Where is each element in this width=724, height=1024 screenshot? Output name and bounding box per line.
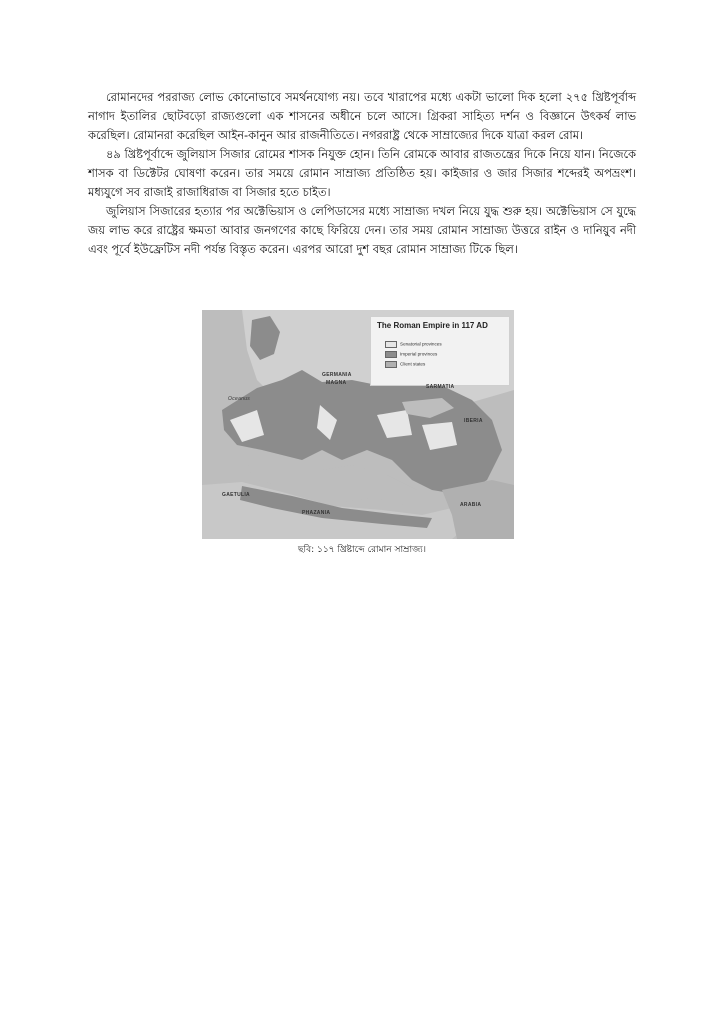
swatch-senatorial: [385, 341, 397, 348]
label-iberia: IBERIA: [464, 418, 483, 424]
legend-imperial: Imperial provinces: [385, 351, 437, 358]
paragraph-2: ৪৯ খ্রিষ্টপূর্বাব্দে জুলিয়াস সিজার রোমের শাসক নিযুক্ত হোন। তিনি রোমকে আবার রাজতন্ত্রের দিকে নিয়ে যান। নিজেকে শাসক বা ডিক্টেটর ঘোষণা করেন। তার সময়ে রোমান সাম্রাজ্য প্রতিষ্ঠিত হয়। কাইজার ও জার সিজার শব্দেরই অপভ্রংশ। মধ্যযুগে সব রাজাই রাজাধিরাজ বা সিজার হতে চাইত।: [88, 147, 636, 199]
map-legend: [370, 316, 510, 386]
label-sarmatia: SARMATIA: [426, 384, 455, 390]
swatch-imperial: [385, 351, 397, 358]
paragraph-3: জুলিয়াস সিজারের হত্যার পর অক্টেভিয়াস ও লেপিডাসের মধ্যে সাম্রাজ্য দখল নিয়ে যুদ্ধ শুরু হয়। অক্টেভিয়াস সে যুদ্ধে জয় লাভ করে রাষ্ট্রের ক্ষমতা আবার জনগণের কাছে ফিরিয়ে দেন। তার সময় রোমান সাম্রাজ্য উত্তরে রাইন ও দানিয়ুব নদী এবং পূর্বে ইউফ্রেটিস নদী পর্যন্ত বিস্তৃত করেন। এরপর আরো দুশ বছর রোমান সাম্রাজ্য টিকে ছিল।: [88, 204, 636, 256]
roman-empire-map: [202, 310, 514, 539]
legend-senatorial: Senatorial provinces: [385, 341, 442, 348]
label-magna: MAGNA: [326, 380, 347, 386]
label-phazania: PHAZANIA: [302, 510, 331, 516]
label-oceanus: Oceanus: [228, 396, 251, 402]
label-arabia: ARABIA: [460, 502, 482, 508]
swatch-client: [385, 361, 397, 368]
map-title: The Roman Empire in 117 AD: [377, 321, 488, 330]
body-text: [88, 88, 636, 259]
label-gaetulia: GAETULIA: [222, 492, 250, 498]
legend-client: Client states: [385, 361, 425, 368]
label-germania: GERMANIA: [322, 372, 352, 378]
paragraph-1: রোমানদের পররাজ্য লোভ কোনোভাবে সমর্থনযোগ্য নয়। তবে খারাপের মধ্যে একটা ভালো দিক হলো ২৭৫ খ্রিষ্টপূর্বাব্দ নাগাদ ইতালির ছোটবড়ো রাজ্যগুলো এক শাসনের অধীনে চলে আসে। গ্রিকরা সাহিত্য দর্শন ও বিজ্ঞানে উৎকর্ষ লাভ করেছিল। রোমানরা করেছিল আইন-কানুন আর রাজনীতিতে। নগররাষ্ট্র থেকে সাম্রাজ্যের দিকে যাত্রা করল রোম।: [88, 90, 636, 142]
figure-caption: ছবি: ১১৭ খ্রিষ্টাব্দে রোমান সাম্রাজ্য।: [298, 545, 426, 555]
